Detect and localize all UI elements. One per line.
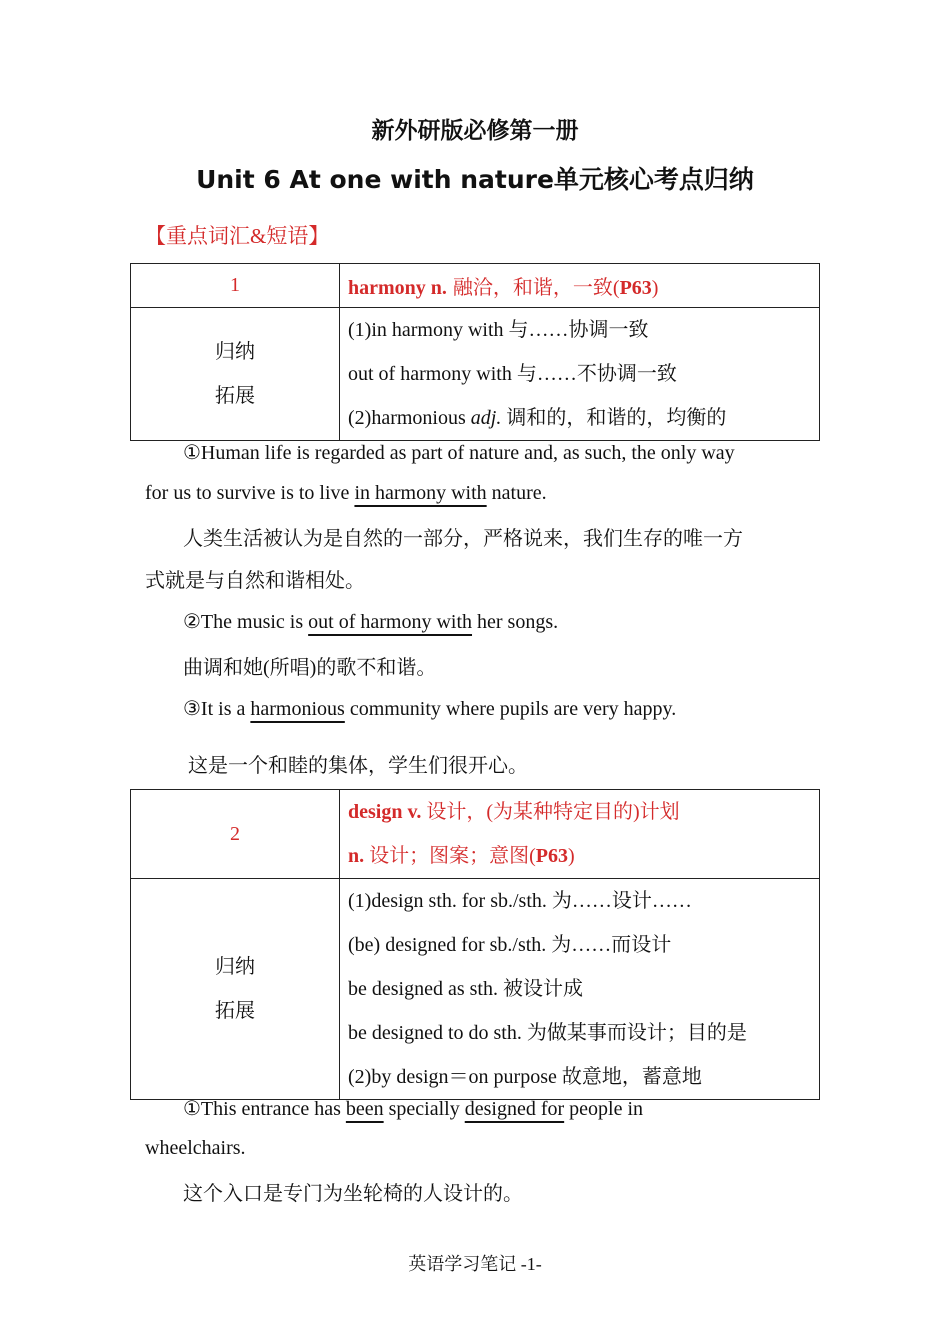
translation: 曲调和她(所唱)的歌不和谐。	[183, 657, 437, 679]
expansion-label	[131, 879, 340, 1100]
head-word-cell	[340, 790, 820, 879]
sentence-text: ③It is a	[183, 698, 251, 720]
table-row	[131, 308, 820, 441]
expansion-text: 调和的，和谐的，均衡的	[501, 407, 727, 429]
head-meaning: 融洽，和谐，一致(	[452, 277, 620, 299]
example-sentence	[183, 696, 676, 721]
example-sentence	[183, 1096, 643, 1121]
expansion-label	[131, 308, 340, 441]
sentence-text: ②The music is	[183, 611, 309, 633]
page-ref: P63	[619, 277, 652, 299]
page-ref: P63	[535, 845, 569, 867]
label-line: 拓展	[215, 1000, 255, 1022]
sentence-text: ①This entrance has	[183, 1098, 346, 1120]
sentence-text: community where pupils are very happy.	[344, 698, 677, 720]
section-heading: 【重点词汇&短语】	[145, 224, 330, 248]
expansion-text: (2)harmonious	[348, 407, 471, 429]
key-phrase: designed for	[464, 1098, 565, 1120]
translation: 人类生活被认为是自然的一部分，严格说来，我们生存的唯一方	[183, 528, 743, 550]
expansion-line: (1)design sth. for sb./sth. 为……设计……	[348, 890, 692, 912]
example-sentence	[145, 482, 547, 505]
document-title: 新外研版必修第一册	[371, 118, 579, 144]
sentence-text: specially	[383, 1098, 465, 1120]
expansion-line: (1)in harmony with 与……协调一致	[348, 319, 649, 341]
key-phrase: been	[345, 1098, 384, 1120]
example-sentence: ①Human life is regarded as part of nature and, as such, the only way	[183, 442, 735, 464]
expansion-cell	[340, 308, 820, 441]
translation: 式就是与自然和谐相处。	[145, 570, 365, 592]
expansion-line: (be) designed for sb./sth. 为……而设计	[348, 934, 672, 956]
entry-number: 2	[131, 790, 340, 879]
key-phrase: out of harmony with	[308, 611, 473, 633]
key-phrase: harmonious	[250, 698, 345, 720]
head-meaning: 设计；图案；意图(	[364, 845, 536, 867]
head-line	[348, 790, 819, 834]
table-row	[131, 264, 820, 308]
head-word: n.	[348, 845, 365, 867]
example-sentence: wheelchairs.	[145, 1137, 246, 1159]
example-sentence	[183, 609, 558, 634]
sentence-text: people in	[564, 1098, 644, 1120]
sentence-text: for us to survive is to live	[145, 482, 355, 504]
part-of-speech: adj.	[470, 407, 502, 429]
expansion-line: out of harmony with 与……不协调一致	[348, 363, 677, 385]
expansion-line: be designed as sth. 被设计成	[348, 978, 583, 1000]
page-footer: 英语学习笔记 -1-	[408, 1254, 542, 1274]
head-word-cell	[340, 264, 820, 308]
label-line: 拓展	[215, 385, 255, 407]
label-line: 归纳	[215, 956, 255, 978]
label-line: 归纳	[215, 341, 255, 363]
head-word: harmony n.	[348, 277, 447, 299]
expansion-line	[348, 396, 819, 440]
head-word: design v.	[348, 801, 422, 823]
page-ref-close: )	[568, 845, 575, 867]
vocab-table-design	[130, 789, 820, 1100]
vocab-table-harmony	[130, 263, 820, 441]
entry-number: 1	[131, 264, 340, 308]
head-meaning: 设计，(为某种特定目的)计划	[421, 801, 680, 823]
key-phrase: in harmony with	[354, 482, 487, 504]
expansion-line: (2)by design＝on purpose 故意地，蓄意地	[348, 1066, 702, 1088]
translation: 这个入口是专门为坐轮椅的人设计的。	[183, 1183, 523, 1205]
expansion-line: be designed to do sth. 为做某事而设计；目的是	[348, 1022, 747, 1044]
head-line	[348, 834, 819, 878]
sentence-text: her songs.	[472, 611, 559, 633]
page-ref-close: )	[651, 277, 659, 299]
translation: 这是一个和睦的集体，学生们很开心。	[188, 755, 528, 777]
unit-title: Unit 6 At one with nature单元核心考点归纳	[196, 165, 754, 194]
table-row	[131, 879, 820, 1100]
expansion-cell	[340, 879, 820, 1100]
table-row	[131, 790, 820, 879]
sentence-text: nature.	[486, 482, 547, 504]
